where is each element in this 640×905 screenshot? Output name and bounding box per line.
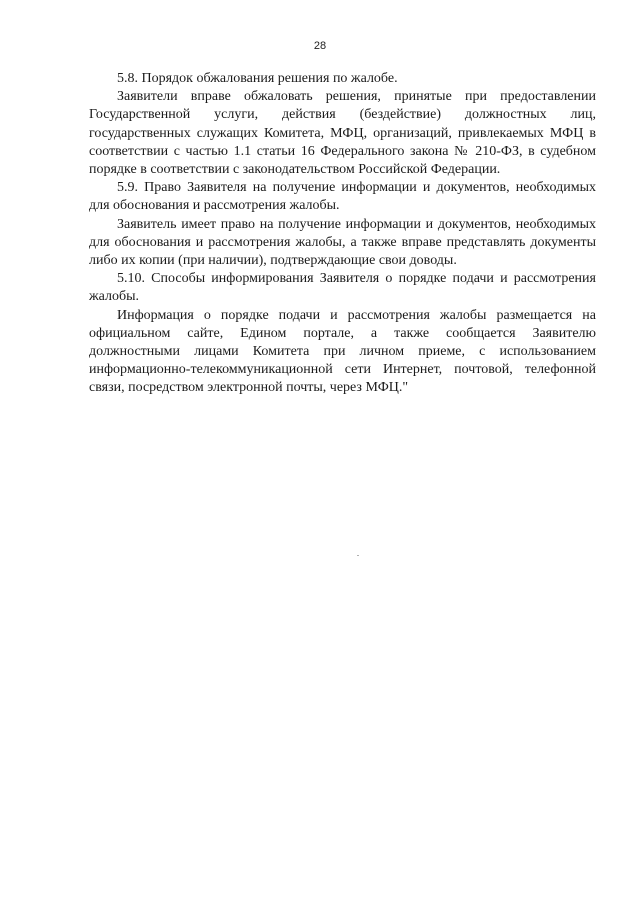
paragraph-5-10-body: Информация о порядке подачи и рассмотрения жалобы размещается на официальном сайте, Едином портале, а также сообщается Заявителю должностными лицами Комитета при личном приеме, с использованием информационно-телекоммуникационной сети Интернет, почтовой, телефонной связи, посредством электронной почты, через МФЦ." bbox=[89, 307, 596, 396]
paragraph-5-8-body: Заявители вправе обжаловать решения, принятые при предоставлении Государственной услуги, действия (бездействие) должностных лиц, государственных служащих Комитета, МФЦ, организаций, привлекаемых МФЦ в соответствии с частью 1.1 статьи 16 Федерального закона № 210-ФЗ, в судебном порядке в соответствии с законодательством Российской Федерации. bbox=[89, 89, 596, 178]
page-number: 28 bbox=[313, 40, 327, 52]
scan-speck bbox=[357, 555, 359, 556]
document-body bbox=[89, 70, 596, 398]
paragraph-5-9-heading: 5.9. Право Заявителя на получение информации и документов, необходимых для обоснования и рассмотрения жалобы. bbox=[89, 180, 596, 214]
paragraph-5-10-heading: 5.10. Способы информирования Заявителя о порядке подачи и рассмотрения жалобы. bbox=[89, 271, 596, 305]
paragraph-5-8-heading: 5.8. Порядок обжалования решения по жалобе. bbox=[117, 71, 398, 86]
paragraph-5-9-body: Заявитель имеет право на получение информации и документов, необходимых для обоснования и рассмотрения жалобы, а также вправе представлять документы либо их копии (при наличии), подтверждающие свои доводы. bbox=[89, 216, 596, 269]
